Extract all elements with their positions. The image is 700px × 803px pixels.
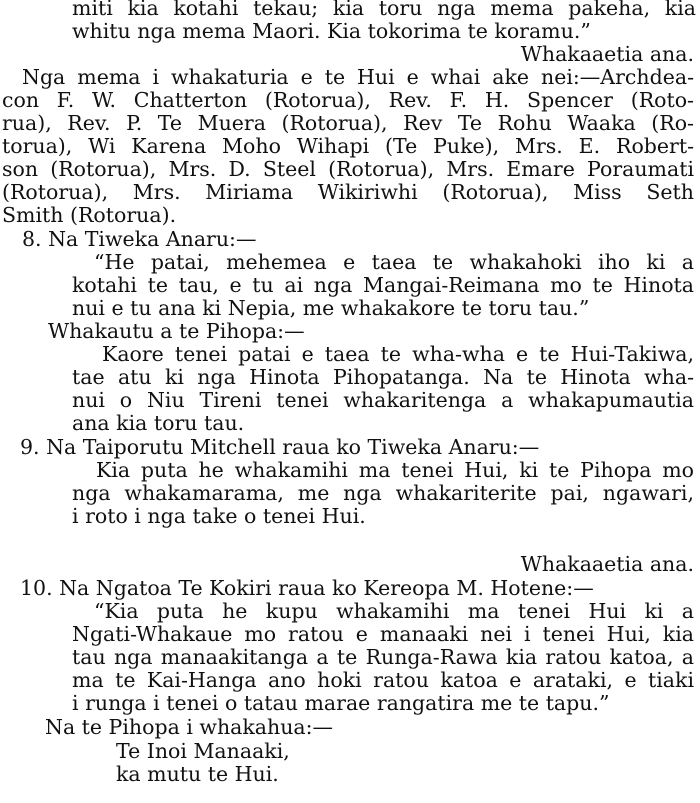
text-line: tae atu ki nga Hinota Pihopatanga. Na te Hinota wha- (72, 365, 694, 389)
text-line: nui o Niu Tireni tenei whakaritenga a whakapumautia (72, 388, 694, 412)
text-line: i roto i nga take o tenei Hui. (72, 504, 366, 528)
text-line: (Rotorua), Mrs. Miriama Wikiriwhi (Rotorua), Miss Seth (2, 180, 694, 204)
text-line: “Kia puta he kupu whakamihi ma tenei Hui ki a (94, 599, 694, 623)
text-line: Nga mema i whakaturia e te Hui e whai ake nei:—Archdea- (22, 65, 694, 89)
text-line: Whakautu a te Pihopa:— (48, 319, 305, 343)
section-heading-8: 8. Na Tiweka Anaru:— (22, 227, 257, 251)
text-line: ma te Kai-Hanga ano hoki ratou katoa e arataki, e tiaki (72, 668, 694, 692)
text-line: ana kia toru tau. (72, 411, 245, 435)
text-line: Whakaaetia ana. (520, 552, 694, 576)
text-line: rua), Rev. P. Te Muera (Rotorua), Rev Te Rohu Waaka (Ro- (2, 111, 694, 135)
text-line: tau nga manaakitanga a te Runga-Rawa kia ratou katoa, a (72, 645, 694, 669)
text-line: “He patai, mehemea e taea te whakahoki iho ki a (94, 250, 694, 274)
text-line: Te Inoi Manaaki, (116, 739, 290, 763)
text-line: miti kia kotahi tekau; kia toru nga mema pakeha, kia (72, 0, 696, 20)
text-line: Whakaaetia ana. (520, 42, 694, 66)
text-line: Kia puta he whakamihi ma tenei Hui, ki te Pihopa mo (96, 458, 694, 482)
text-line: nui e tu ana ki Nepia, me whakakore te toru tau.” (72, 296, 590, 320)
text-line: ka mutu te Hui. (116, 762, 279, 786)
text-line: torua), Wi Karena Moho Wihapi (Te Puke), Mrs. E. Robert- (2, 134, 694, 158)
text-line: Kaore tenei patai e taea te wha-wha e te Hui-Takiwa, (102, 342, 694, 366)
text-line: i runga i tenei o tatau marae rangatira me te tapu.” (72, 691, 610, 715)
section-heading-9: 9. Na Taiporutu Mitchell raua ko Tiweka Anaru:— (20, 435, 540, 459)
text-line: con F. W. Chatterton (Rotorua), Rev. F. H. Spencer (Roto- (2, 88, 694, 112)
text-line: son (Rotorua), Mrs. D. Steel (Rotorua), Mrs. Emare Poraumati (2, 157, 694, 181)
text-line: Smith (Rotorua). (2, 203, 177, 227)
section-heading-10: 10. Na Ngatoa Te Kokiri raua ko Kereopa M. Hotene:— (20, 576, 594, 600)
text-line: Na te Pihopa i whakahua:— (45, 715, 334, 739)
text-line: nga whakamarama, me nga whakariterite pai, ngawari, (72, 481, 694, 505)
text-line: Ngati-Whakaue mo ratou e manaaki nei i tenei Hui, kia (72, 622, 694, 646)
text-line: kotahi te tau, e tu ai nga Mangai-Reimana mo te Hinota (72, 273, 694, 297)
text-line: whitu nga mema Maori. Kia tokorima te koramu.” (72, 19, 591, 43)
